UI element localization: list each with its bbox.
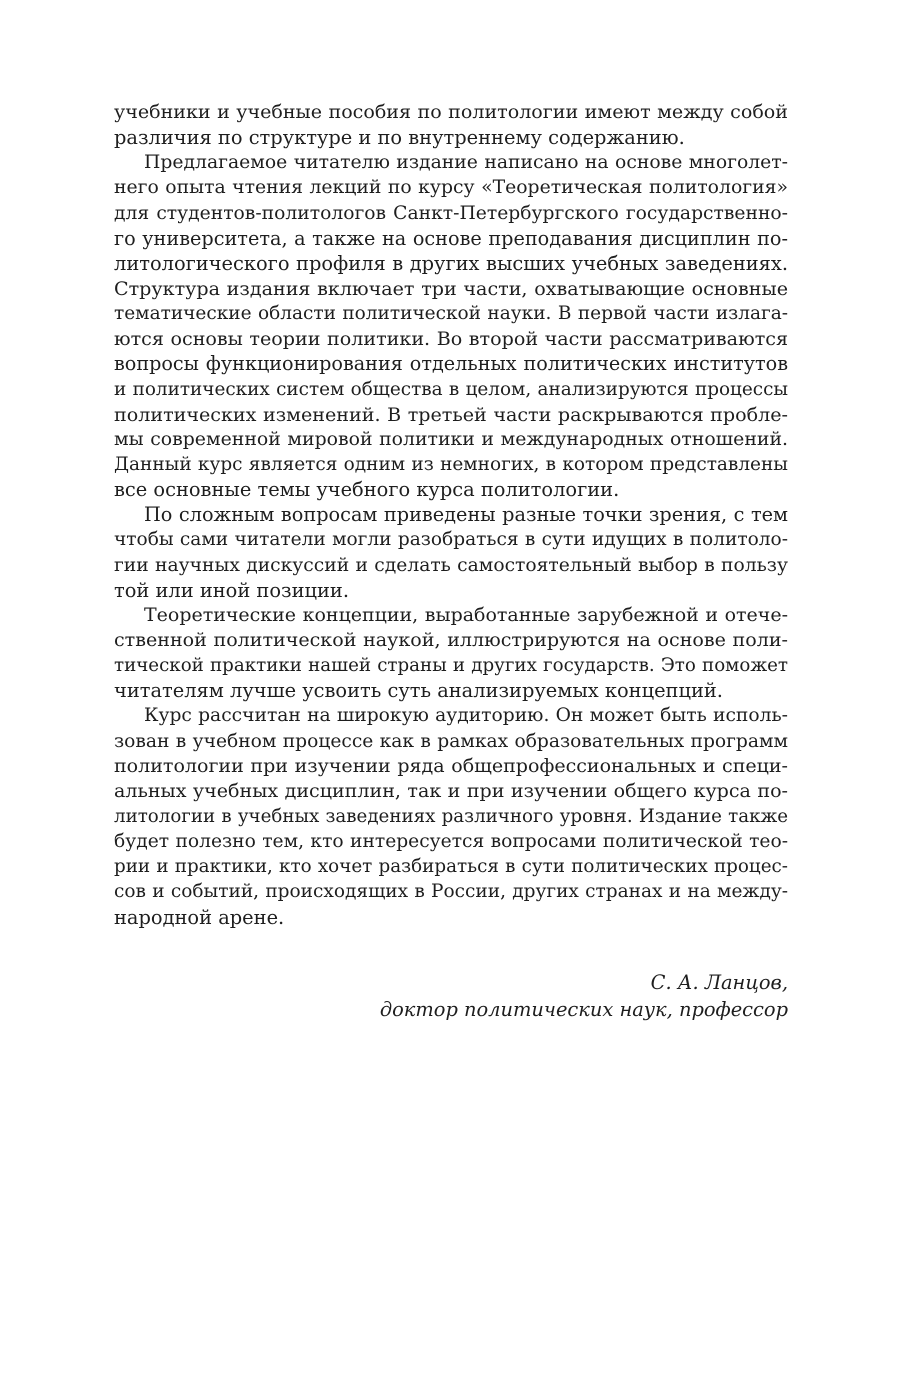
text-line: тической практики нашей страны и других государств. Это поможет (114, 655, 788, 677)
text-line: различия по структуре и по внутреннему содержанию. (114, 126, 685, 150)
text-line: мы современной мировой политики и международных отношений. (114, 428, 788, 450)
text-line: читателям лучше усвоить суть анализируемых концепций. (114, 679, 723, 703)
text-line: политологии при изучении ряда общепрофессиональных и специ- (114, 754, 788, 777)
author-name: С. А. Ланцов, (650, 971, 788, 994)
text-line: ственной политической наукой, иллюстрируются на основе поли- (114, 628, 788, 651)
paragraph-3 (114, 502, 788, 603)
text-line: все основные темы учебного курса политологии. (114, 478, 620, 502)
text-line: Данный курс является одним из немногих, в котором представлены (114, 453, 788, 475)
text-line: гии научных дискуссий и сделать самостоятельный выбор в пользу (114, 554, 788, 576)
text-line: вопросы функционирования отдельных политических институтов (114, 352, 788, 376)
text-line: го университета, а также на основе преподавания дисциплин по- (114, 226, 788, 250)
text-line: учебники и учебные пособия по политологии имеют между собой (114, 101, 788, 123)
author-title: доктор политических наук, профессор (379, 998, 788, 1021)
text-line: Структура издания включает три части, охватывающие основные (114, 276, 788, 300)
text-line: чтобы сами читатели могли разобраться в сути идущих в политоло- (114, 529, 788, 551)
text-line: литологического профиля в других высших учебных заведениях. (114, 251, 788, 275)
text-line: Курс рассчитан на широкую аудиторию. Он может быть исполь- (144, 705, 788, 727)
text-line: сов и событий, происходящих в России, других странах и на между- (114, 881, 788, 903)
paragraph-1 (114, 100, 788, 150)
text-line: тематические области политической науки. В первой части излага- (114, 303, 788, 325)
text-line: той или иной позиции. (114, 578, 350, 602)
text-line: и политических систем общества в целом, анализируются процессы (114, 378, 788, 400)
text-line: рии и практики, кто хочет разбираться в сути политических процес- (114, 856, 788, 878)
paragraph-5 (114, 703, 788, 929)
text-line: политических изменений. В третьей части раскрываются пробле- (114, 402, 788, 426)
text-line: будет полезно тем, кто интересуется вопросами политической тео- (114, 831, 788, 853)
text-line: По сложным вопросам приведены разные точки зрения, с тем (144, 503, 788, 527)
text-line: него опыта чтения лекций по курсу «Теоретическая политология» (114, 177, 788, 199)
text-line: альных учебных дисциплин, так и при изучении общего курса по- (114, 779, 788, 802)
text-line: народной арене. (114, 905, 285, 929)
paragraph-2 (114, 150, 788, 502)
paragraph-4 (114, 603, 788, 704)
text-line: для студентов-политологов Санкт-Петербургского государственно- (114, 202, 788, 224)
body-text (114, 100, 788, 930)
text-line: зован в учебном процессе как в рамках образовательных программ (114, 730, 788, 752)
text-line: Предлагаемое читателю издание написано на основе многолет- (144, 152, 788, 174)
text-line: литологии в учебных заведениях различного уровня. Издание также (114, 805, 788, 827)
text-line: Теоретические концепции, выработанные зарубежной и отече- (144, 603, 788, 626)
signature-block (380, 969, 788, 1023)
text-line: ются основы теории политики. Во второй части рассматриваются (114, 327, 788, 351)
